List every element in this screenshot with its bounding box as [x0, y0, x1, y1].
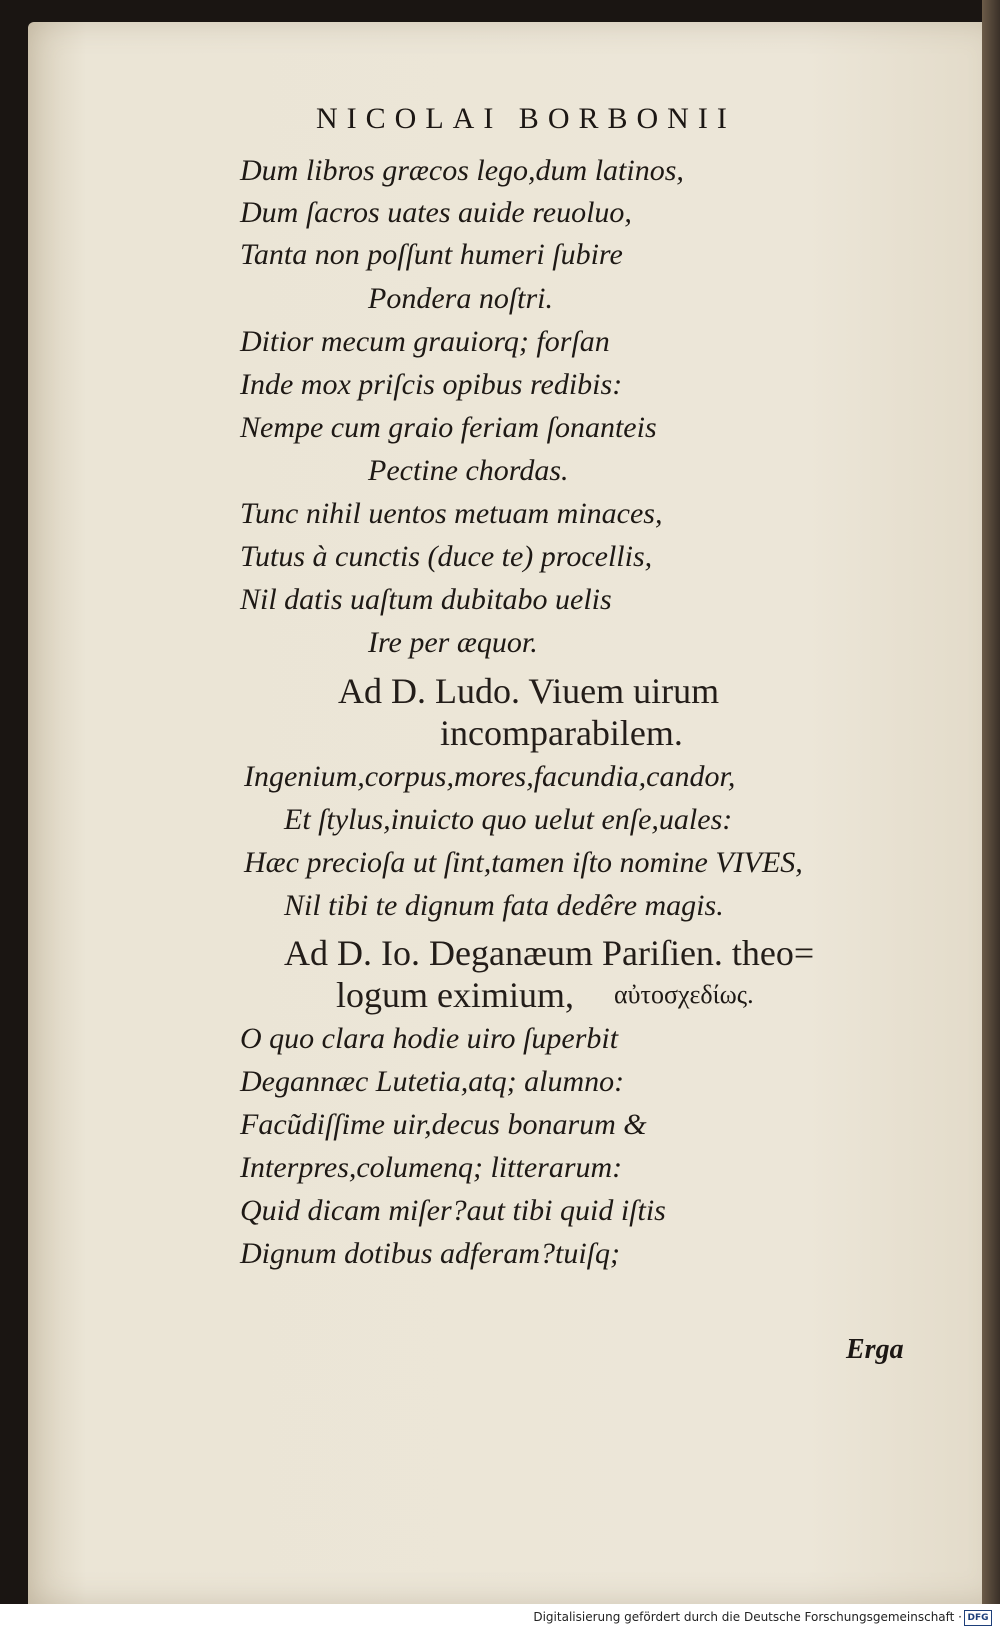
verse-line: Pectine chordas.: [368, 454, 569, 487]
section-heading: incomparabilem.: [440, 713, 683, 753]
section-heading: Ad D. Ludo. Viuem uirum: [338, 671, 720, 711]
greek-word: αὐτοσχεδίως.: [614, 980, 754, 1009]
verse-line: Ditior mecum grauiorq; forſan: [240, 325, 610, 358]
footer-credit: Digitalisierung gefördert durch die Deutsche Forschungsgemeinschaft ·: [533, 1610, 962, 1624]
verse-line: Et ſtylus,inuicto quo uelut enſe,uales:: [284, 803, 733, 836]
verse-line: Tunc nihil uentos metuam minaces,: [240, 497, 663, 530]
running-head: NICOLAI BORBONII: [316, 102, 736, 135]
verse-line: Ire per æquor.: [368, 626, 538, 659]
verse-line: Tutus à cunctis (duce te) procellis,: [240, 540, 653, 573]
verse-line: Degannæc Lutetia,atq; alumno:: [240, 1065, 625, 1098]
verse-line: Quid dicam miſer?aut tibi quid iſtis: [240, 1194, 666, 1227]
verse-line: Nil tibi te dignum fata dedêre magis.: [284, 889, 724, 922]
verse-line: Dignum dotibus adferam?tuiſq;: [240, 1237, 620, 1270]
section-heading: Ad D. Io. Deganæum Pariſien. theo=: [284, 933, 815, 973]
verse-line: Tanta non poſſunt humeri ſubire: [240, 238, 623, 271]
verse-line: Hæc precioſa ut ſint,tamen iſto nomine VIVES,: [244, 846, 803, 879]
section-heading: logum eximium,: [336, 975, 574, 1015]
verse-line: Nil datis uaſtum dubitabo uelis: [240, 583, 612, 616]
verse-line: O quo clara hodie uiro ſuperbit: [240, 1022, 619, 1055]
verse-line: Ingenium,corpus,mores,facundia,candor,: [244, 760, 736, 793]
verse-line: Pondera noſtri.: [368, 282, 553, 315]
verse-line: Dum libros græcos lego,dum latinos,: [240, 154, 684, 187]
dfg-logo: DFG: [964, 1610, 992, 1626]
verse-line: Facũdiſſime uir,decus bonarum &: [240, 1108, 647, 1141]
verse-line: Interpres,columenq; litterarum:: [240, 1151, 623, 1184]
catchword: Erga: [846, 1334, 904, 1365]
footer-bar: [0, 1604, 1000, 1636]
verse-line: Nempe cum graio feriam ſonanteis: [240, 411, 657, 444]
verse-line: Dum ſacros uates auide reuoluo,: [240, 196, 632, 229]
book-edge: [982, 0, 1000, 1604]
verse-line: Inde mox priſcis opibus redibis:: [240, 368, 623, 401]
